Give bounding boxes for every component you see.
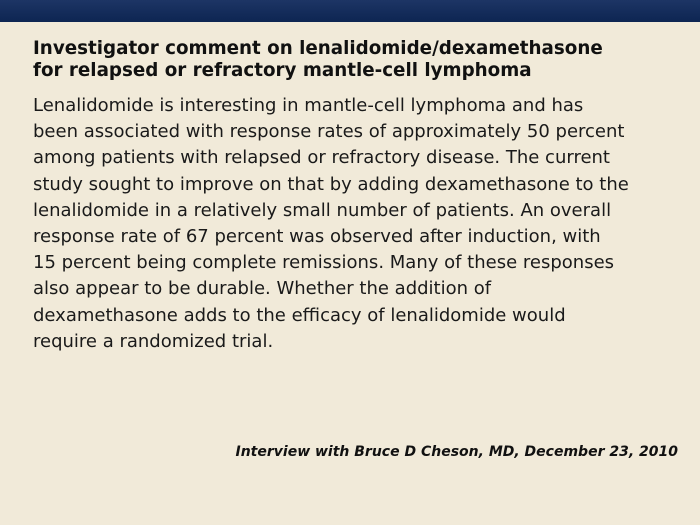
header-bar (0, 0, 700, 22)
slide-content (33, 38, 683, 355)
attribution-caption: Interview with Bruce D Cheson, MD, December 23, 2010 (235, 444, 678, 460)
slide-title: Investigator comment on lenalidomide/dexamethasone for relapsed or refractory mantle-cell lymphoma (33, 38, 603, 81)
slide-body-text: Lenalidomide is interesting in mantle-cell lymphoma and has been associated with response rates of approximately 50 percent among patients with relapsed or refractory disease. The current study sought to improve on that by adding dexamethasone to the lenalidomide in a relatively small number of patients. An overall response rate of 67 percent was observed after induction, with 15 percent being complete remissions. Many of these responses also appear to be durable. Whether the addition of dexamethasone adds to the efficacy of lenalidomide would require a randomized trial. (33, 95, 629, 352)
